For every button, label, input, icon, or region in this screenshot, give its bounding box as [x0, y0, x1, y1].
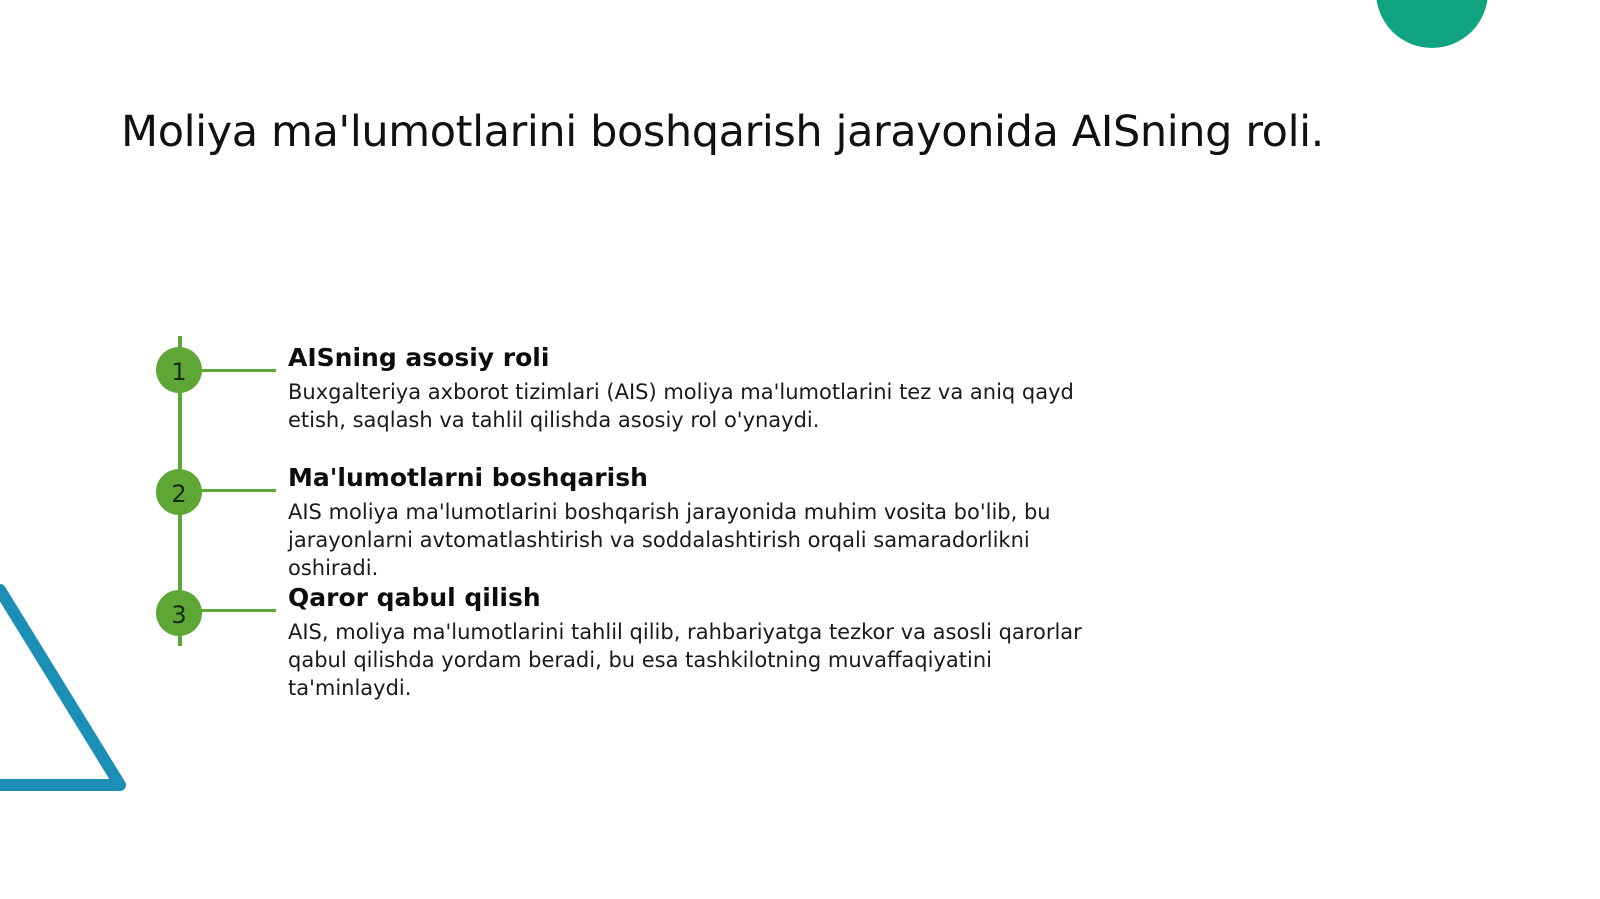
step-number-badge: 2	[156, 469, 202, 515]
page-title: Moliya ma'lumotlarini boshqarish jarayonida AISning roli.	[121, 107, 1324, 157]
step-heading: Qaror qabul qilish	[288, 583, 541, 612]
step-description: AIS moliya ma'lumotlarini boshqarish jarayonida muhim vosita bo'lib, bu jarayonlarni avtomatlashtirish va soddalashtirish orqali samaradorlikni oshiradi.	[288, 500, 1051, 580]
step-heading: AISning asosiy roli	[288, 343, 550, 372]
step-number-badge: 3	[156, 590, 202, 636]
step-number-badge: 1	[156, 347, 202, 393]
step-connector	[200, 489, 276, 492]
step-connector	[200, 609, 276, 612]
step-description: Buxgalteriya axborot tizimlari (AIS) moliya ma'lumotlarini tez va aniq qayd etish, saqlash va tahlil qilishda asosiy rol o'ynaydi.	[288, 380, 1074, 432]
step-description: AIS, moliya ma'lumotlarini tahlil qilib, rahbariyatga tezkor va asosli qarorlar qabul qilishda yordam beradi, bu esa tashkilotning muvaffaqiyatini ta'minlaydi.	[288, 620, 1082, 700]
step-heading: Ma'lumotlarni boshqarish	[288, 463, 648, 492]
step-connector	[200, 369, 276, 372]
